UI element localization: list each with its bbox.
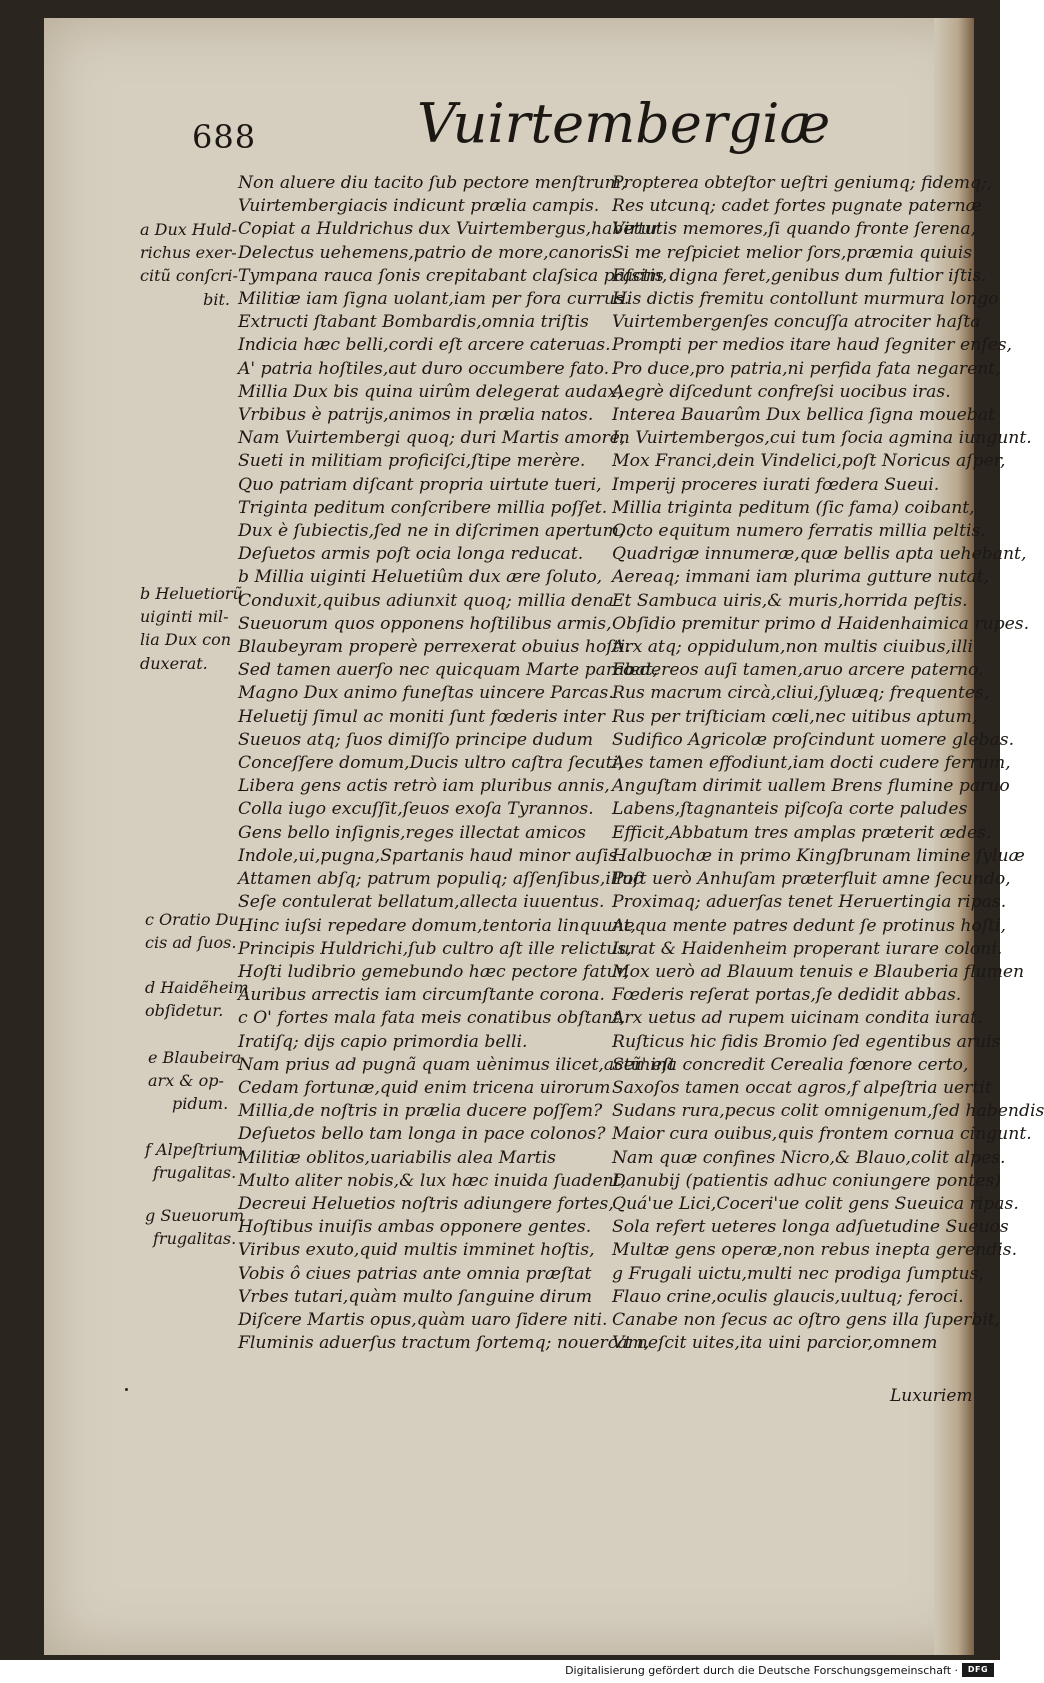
text-line: Aereaq; immani iam plurima gutture nutat, (612, 567, 990, 588)
text-line: Propterea obteſtor ueſtri geniumq; fidemq;, (612, 173, 993, 193)
text-line: Attamen abſq; patrum populiq; aſſenſibus,illuc (238, 869, 643, 890)
text-line: Nam quæ confines Nicro,& Blauo,colit alpes. (612, 1147, 1006, 1168)
text-line: Millia triginta peditum (ſic fama) coibant, (612, 497, 975, 518)
text-line: Prompti per medios itare haud ſegniter enſes, (612, 335, 1013, 356)
text-line: Cedam fortunæ,quid enim tricena uirorum (238, 1077, 611, 1098)
right-text-column (612, 172, 1044, 1355)
text-line: Quá'ue Lici,Coceri'ue colit gens Sueuica ripas. (612, 1193, 1019, 1214)
text-line: Si me reſpiciet melior ſors,præmia quiuis (612, 242, 973, 263)
text-line: Rus per triſticiam cœli,nec uitibus aptum, (612, 706, 978, 727)
text-line: Vuirtembergenſes concuſſa atrociter haſta (612, 312, 981, 333)
text-line: Aegrè diſcedunt confreſsi uocibus iras. (612, 381, 951, 402)
footer-credit: Digitalisierung gefördert durch die Deutsche Forschungsgemeinschaft · (565, 1664, 958, 1677)
text-line: Poſt uerò Anhuſam præterfluit amne ſecundo, (612, 869, 1011, 890)
margin-note-d (145, 976, 249, 1022)
text-line: Triginta peditum conſcribere millia poſſet. (238, 497, 608, 518)
text-line: Interea Bauarûm Dux bellica ſigna mouebat (612, 405, 995, 426)
margin-note-line: bit. (203, 289, 230, 309)
text-line: Seſe contulerat bellatum,allecta iuuentus. (238, 892, 605, 913)
text-line: Vrbibus è patrijs,animos in prælia natos. (238, 405, 594, 426)
margin-note-line: cis ad ſuos. (145, 933, 237, 953)
text-line: Anguſtam dirimit uallem Brens flumine paruo (612, 776, 1010, 797)
margin-note-line: b Heluetiorũ (140, 584, 243, 603)
text-line: Blaubeyram properè perrexerat obuius hoſti. (238, 637, 631, 658)
left-text-column (238, 172, 676, 1355)
margin-note-e (148, 1046, 241, 1116)
ink-dot (125, 1388, 128, 1391)
margin-note-line: lia Dux con (140, 630, 231, 650)
text-line: Arx atq; oppidulum,non multis ciuibus,illi (612, 637, 973, 658)
text-line: Factis digna feret,genibus dum fultior iſtis. (612, 265, 987, 286)
text-line: Vt neſcit uites,ita uini parcior,omnem (612, 1333, 938, 1354)
text-line: Sueuos atq; ſuos dimiſſo principe dudum (238, 729, 594, 750)
text-line: Octo equitum numero ferratis millia peltis. (612, 521, 986, 542)
text-line: Imperij proceres iurati fœdera Sueui. (612, 474, 940, 495)
margin-note-f (145, 1138, 243, 1184)
text-line: Aes tamen effodiunt,iam docti cudere ferrum, (612, 753, 1011, 774)
text-line: Multæ gens operæ,non rebus inepta gerendis. (612, 1240, 1018, 1261)
text-line: A' patria hoſtiles,aut duro occumbere fato. (238, 358, 610, 379)
text-line: b Millia uiginti Heluetiûm dux ære ſoluto, (238, 567, 603, 588)
margin-note-a (140, 218, 238, 311)
text-line: g Frugali uictu,multi nec prodiga ſumptus, (612, 1263, 984, 1284)
text-line: Sudifico Agricolæ proſcindunt uomere glebas. (612, 729, 1015, 750)
text-line: Hoſti ludibrio gemebundo hæc pectore fatur, (238, 961, 630, 982)
text-line: Heluetij ſimul ac moniti ſunt fœderis inter (238, 706, 605, 727)
text-line: Indicia hæc belli,cordi eſt arcere cateruas. (238, 335, 611, 356)
margin-note-line: f Alpeſtrium (145, 1140, 243, 1159)
text-line: Canabe non ſecus ac oſtro gens illa ſuperbit, (612, 1309, 1001, 1330)
margin-note-b (140, 582, 243, 675)
margin-note-line: obſidetur. (145, 1001, 224, 1021)
margin-note-g (145, 1204, 244, 1250)
text-line: Sueti in militiam proficiſci,ſtipe merère. (238, 451, 586, 472)
text-line: Conduxit,quibus adiunxit quoq; millia dena (238, 590, 614, 611)
text-line: Semina concredit Cerealia fœnore certo, (612, 1054, 969, 1075)
text-line: Quadrigæ innumeræ,quæ bellis apta uehebant, (612, 544, 1027, 565)
text-line: Virtutis memores,ſi quando fronte ſerena, (612, 219, 977, 240)
text-line: Millia Dux bis quina uirûm delegerat audax, (238, 381, 623, 402)
page-header (192, 92, 831, 162)
text-line: Viribus exuto,quid multis imminet hoſtis, (238, 1240, 595, 1261)
text-line: Saxoſos tamen occat agros,f alpeſtria uertit (612, 1077, 992, 1098)
text-line: Militiæ iam ſigna uolant,iam per fora currus. (238, 289, 630, 310)
margin-note-line: c Oratio Du (145, 910, 239, 929)
text-line: Militiæ oblitos,uariabilis alea Martis (238, 1147, 556, 1168)
text-line: Danubij (patientis adhuc coniungere pontes) (612, 1170, 1001, 1191)
text-line: Iurat & Haidenheim properant iurare coloni. (612, 938, 1003, 959)
margin-note-line: pidum. (172, 1094, 229, 1114)
text-line: Gens bello inſignis,reges illectat amicos (238, 822, 587, 843)
text-line: Sed tamen auerſo nec quicquam Marte parabat, (238, 660, 658, 681)
dfg-logo: DFG (962, 1663, 994, 1677)
text-line: Tympana rauca ſonis crepitabant claſsica paſsim, (238, 265, 668, 286)
text-line: Iratiſq; dijs capio primordia belli. (238, 1031, 528, 1052)
text-line: Labens,ſtagnanteis piſcoſa corte paludes (612, 799, 968, 820)
text-line: Hoſtibus inuiſis ambas opponere gentes. (238, 1217, 592, 1238)
text-line: Dux è ſubiectis,ſed ne in diſcrimen apertum, (238, 521, 625, 542)
text-line: Deſuetos bello tam longa in pace colonos? (238, 1124, 606, 1145)
text-line: His dictis fremitu contollunt murmura longo (612, 289, 999, 310)
text-line: Delectus uehemens,patrio de more,canoris (238, 242, 613, 263)
margin-note-line: duxerat. (140, 653, 208, 673)
margin-note-line: g Sueuorum (145, 1206, 245, 1225)
text-line: Nam prius ad pugnã quam uènimus ilicet,actũ' eſt (238, 1054, 676, 1075)
text-line: Nam Vuirtembergi quoq; duri Martis amore, (238, 428, 626, 449)
text-line: Quo patriam diſcant propria uirtute tueri, (238, 474, 602, 495)
catchword: Luxuriem (890, 1386, 973, 1406)
text-line: Vuirtembergiacis indicunt prælia campis. (238, 196, 600, 217)
text-line: Res utcunq; cadet fortes pugnate paternæ (612, 196, 982, 217)
text-line: Multo aliter nobis,& lux hæc inuida ſuadent, (238, 1170, 627, 1191)
text-line: Pro duce,pro patria,ni perfida fata negarent, (612, 358, 1001, 379)
text-line: c O' fortes mala fata meis conatibus obſtant, (238, 1008, 626, 1029)
margin-note-line: richus exer- (140, 243, 237, 263)
text-line: Auribus arrectis iam circumſtante corona. (238, 985, 605, 1006)
text-line: Obſidio premitur primo d Haidenhaimica rupes. (612, 613, 1030, 634)
margin-note-line: frugalitas. (153, 1163, 237, 1183)
text-line: Efficit,Abbatum tres amplas præterit ædes. (612, 822, 992, 843)
margin-note-line: arx & op- (148, 1071, 224, 1091)
text-line: Hinc iuſsi repedare domum,tentoria linquunt, (238, 915, 636, 936)
footer-bar (0, 1660, 1000, 1683)
margin-note-line: e Blaubeira (148, 1048, 242, 1067)
text-line: Libera gens actis retrò iam pluribus annis, (238, 776, 610, 797)
running-title: Vuirtembergiæ (417, 92, 831, 155)
text-line: Copiat a Huldrichus dux Vuirtembergus,habetur (238, 219, 660, 240)
margin-note-line: uiginti mil- (140, 607, 229, 627)
text-line: In Vuirtembergos,cui tum ſocia agmina iungunt. (612, 428, 1032, 449)
text-line: Millia,de noſtris in prælia ducere poſſem? (238, 1101, 603, 1122)
text-line: Maior cura ouibus,quis frontem cornua cingunt. (612, 1124, 1032, 1145)
margin-note-line: d Haidẽheim (145, 978, 249, 997)
text-line: Arx uetus ad rupem uicinam condita iurat. (612, 1008, 983, 1029)
text-line: Magno Dux animo funeſtas uincere Parcas. (238, 683, 614, 704)
text-line: Mox Franci,dein Vindelici,poſt Noricus aſper, (612, 451, 1006, 472)
text-line: Indole,ui,pugna,Spartanis haud minor auſis. (238, 845, 623, 866)
text-line: Principis Huldrichi,ſub cultro aſt ille relictus, (238, 938, 632, 959)
text-line: Aequa mente patres dedunt ſe protinus hoſti, (612, 915, 1006, 936)
text-line: Et Sambuca uiris,& muris,horrida peſtis. (612, 590, 968, 611)
text-line: Deſuetos armis poſt ocia longa reducat. (238, 544, 584, 565)
text-line: Sueuorum quos opponens hoſtilibus armis, (238, 613, 612, 634)
text-line: Diſcere Martis opus,quàm uaro ſidere niti. (238, 1309, 608, 1330)
text-line: Rus macrum circà,cliui,ſyluæq; frequentes, (612, 683, 990, 704)
text-line: Decreui Heluetios noſtris adiungere fortes, (238, 1193, 614, 1214)
margin-note-line: frugalitas. (153, 1229, 237, 1249)
margin-note-line: citũ conſcri- (140, 266, 238, 286)
text-line: Vobis ô ciues patrias ante omnia præſtat (238, 1263, 592, 1284)
text-line: Vrbes tutari,quàm multo ſanguine dirum (238, 1286, 593, 1307)
text-line: Mox uerò ad Blauum tenuis e Blauberia flumen (612, 961, 1025, 982)
text-line: Conceſſere domum,Ducis ultro caſtra ſecuti, (238, 753, 624, 774)
text-line: Extructi ſtabant Bombardis,omnia triſtis (238, 312, 589, 333)
margin-note-c (145, 908, 239, 954)
text-line: Fluminis aduerſus tractum ſortemq; nouercam, (238, 1333, 650, 1354)
page-number: 688 (192, 118, 257, 156)
margin-note-line: a Dux Huld- (140, 220, 237, 239)
text-line: Sudans rura,pecus colit omnigenum,ſed habendis (612, 1101, 1044, 1122)
text-line: Halbuochæ in primo Kingſbrunam limine ſyluæ (612, 845, 1025, 866)
text-line: Fœdereos auſi tamen,aruo arcere paterno. (612, 660, 984, 681)
text-line: Non aluere diu tacito ſub pectore menſtrum, (238, 173, 627, 193)
text-line: Flauo crine,oculis glaucis,uultuq; feroci. (612, 1286, 964, 1307)
text-line: Proximaq; aduerſas tenet Heruertingia ripas. (612, 892, 1007, 913)
text-line: Fœderis reſerat portas,ſe dedidit abbas. (612, 985, 962, 1006)
text-line: Sola refert ueteres longa adſuetudine Sueuos (612, 1217, 1009, 1238)
text-line: Ruſticus hic fidis Bromio ſed egentibus aruis (612, 1031, 1001, 1052)
text-line: Colla iugo excuſſit,ſeuos exoſa Tyrannos. (238, 799, 594, 820)
